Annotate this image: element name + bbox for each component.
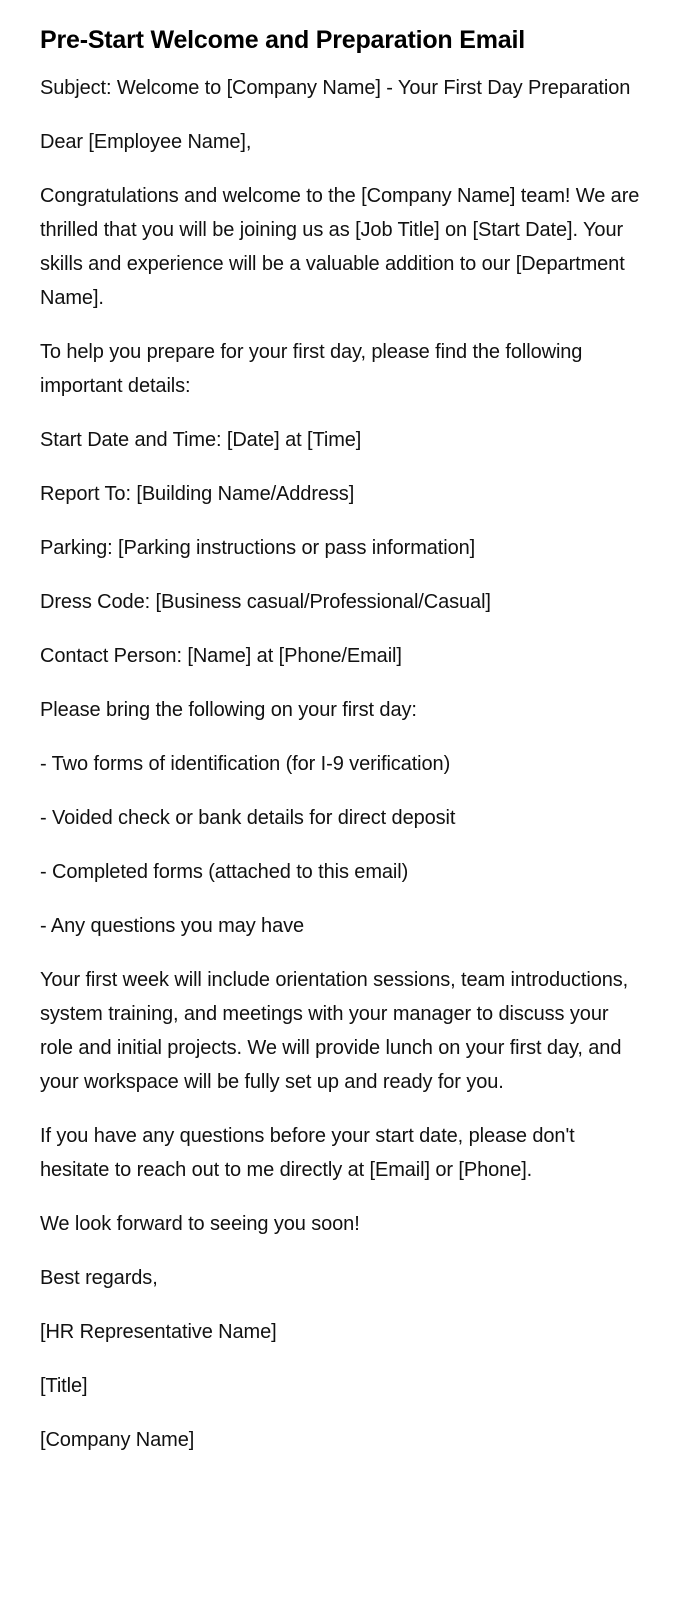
first-week-paragraph: Your first week will include orientation sessions, team introductions, system training, and meetings with your manager to discuss your role and initial projects. We will provide lunch on your first day, and your workspace will be fully set up and ready for you. — [40, 969, 629, 1093]
detail-start-date: Start Date and Time: [Date] at [Time] — [40, 429, 362, 451]
intro-paragraph: Congratulations and welcome to the [Company Name] team! We are thrilled that you will be joining us as [Job Title] on [Start Date]. Your skills and experience will be a valuable addition to our [Department Name]. — [40, 185, 640, 309]
detail-parking: Parking: [Parking instructions or pass information] — [40, 537, 476, 559]
detail-report-to: Report To: [Building Name/Address] — [40, 483, 355, 505]
detail-dress-code: Dress Code: [Business casual/Professional/Casual] — [40, 591, 491, 613]
details-intro: To help you prepare for your first day, please find the following important details: — [40, 341, 583, 397]
signature-title: [Title] — [40, 1375, 88, 1397]
bring-item: - Any questions you may have — [40, 915, 305, 937]
bring-item: - Completed forms (attached to this email) — [40, 861, 409, 883]
closing-line: We look forward to seeing you soon! — [40, 1213, 360, 1235]
bring-intro: Please bring the following on your first day: — [40, 699, 417, 721]
detail-contact-person: Contact Person: [Name] at [Phone/Email] — [40, 645, 402, 667]
email-subject: Subject: Welcome to [Company Name] - Your First Day Preparation — [40, 77, 631, 99]
questions-paragraph: If you have any questions before your start date, please don't hesitate to reach out to me directly at [Email] or [Phone]. — [40, 1125, 575, 1181]
signature-name: [HR Representative Name] — [40, 1321, 277, 1343]
signature-company: [Company Name] — [40, 1429, 195, 1451]
bring-item: - Voided check or bank details for direct deposit — [40, 807, 456, 829]
email-greeting: Dear [Employee Name], — [40, 131, 252, 153]
bring-item: - Two forms of identification (for I-9 verification) — [40, 753, 451, 775]
document-title: Pre-Start Welcome and Preparation Email — [40, 26, 525, 54]
sign-off: Best regards, — [40, 1267, 158, 1289]
